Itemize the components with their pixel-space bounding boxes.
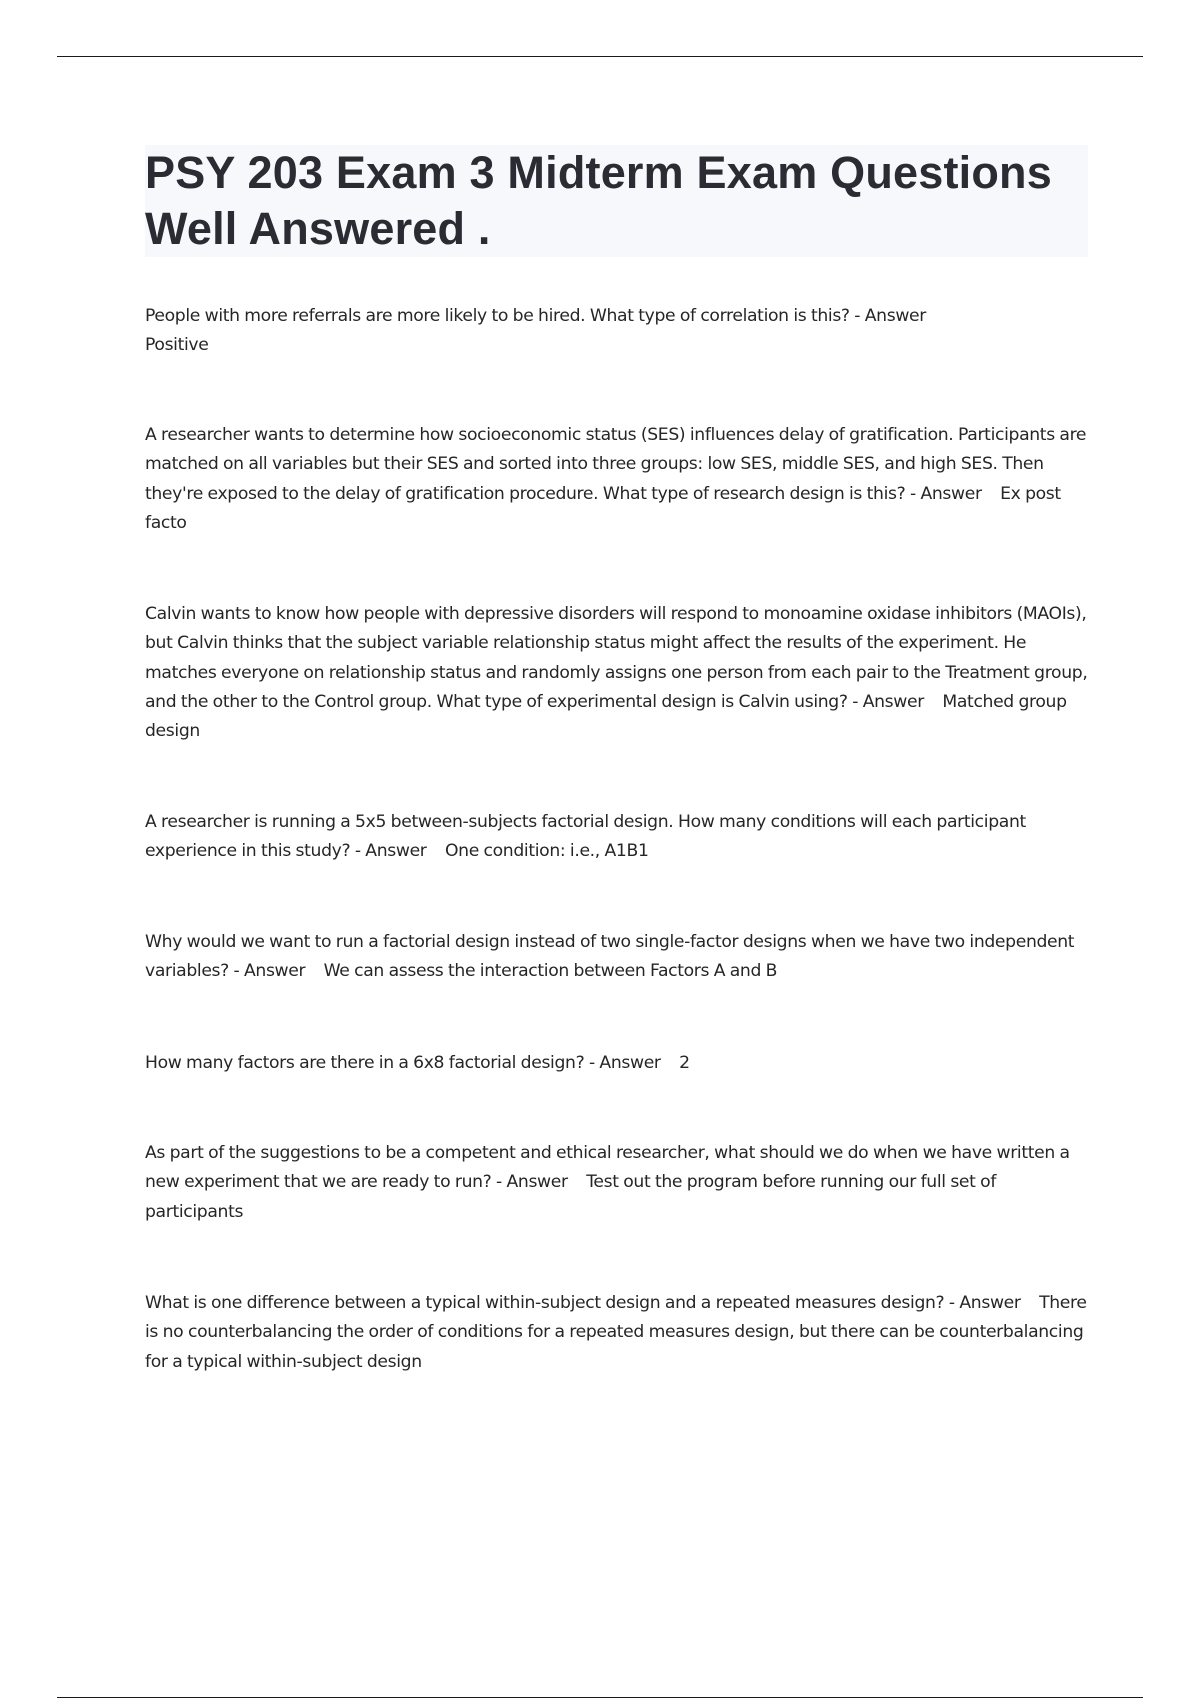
answer-text: Positive [145,335,209,356]
question-text: What is one difference between a typical within-subject design and a repeated measures design? - Answer [145,1293,1021,1313]
top-rule [57,56,1143,57]
question-text: People with more referrals are more likely to be hired. What type of correlation is this? - Answer [145,306,926,326]
answer-text: 2 [679,1053,690,1073]
answer-text: Ex post facto [145,483,1061,533]
qa-item [145,808,1095,867]
bottom-rule [57,1697,1143,1698]
answer-text: We can assess the interaction between Factors A and B [323,961,778,982]
qa-item [145,1289,1095,1377]
answer-text: There is no counterbalancing the order of conditions for a repeated measures design, but there can be counterbalancing for a typical within-subject design [145,1293,1087,1372]
document-title: PSY 203 Exam 3 Midterm Exam Questions Well Answered . [145,147,1052,254]
answer-text: One condition: i.e., A1B1 [444,841,649,862]
answer-text: Test out the program before running our full set of participants [145,1172,997,1222]
question-text: How many factors are there in a 6x8 factorial design? - Answer [145,1053,661,1073]
question-text: Why would we want to run a factorial design instead of two single-factor designs when we have two independent variables? - Answer [145,932,1075,982]
qa-item [145,1139,1095,1227]
qa-item [145,600,1095,746]
qa-item [145,302,926,361]
qa-item [145,1049,690,1078]
qa-item [145,928,1095,987]
question-text: As part of the suggestions to be a competent and ethical researcher, what should we do when we have written a new experiment that we are ready to run? - Answer [145,1143,1070,1193]
question-text: A researcher wants to determine how socioeconomic status (SES) influences delay of gratification. Participants are matched on all variables but their SES and sorted into three groups: low SES, middle SES, and high SES. Then they're exposed to the delay of gratification procedure. What type of research design is this? - Answer [145,425,1087,504]
answer-text: Matched group design [145,691,1067,742]
title-block [145,145,1088,257]
qa-item [145,421,1095,538]
question-text: A researcher is running a 5x5 between-subjects factorial design. How many conditions will each participant experience in this study? - Answer [145,812,1026,862]
question-text: Calvin wants to know how people with depressive disorders will respond to monoamine oxidase inhibitors (MAOIs), but Calvin thinks that the subject variable relationship status might affect the results of the experiment. He matches everyone on relationship status and randomly assigns one person from each pair to the Treatment group, and the other to the Control group. What type of experimental design is Calvin using? - Answer [145,604,1088,712]
